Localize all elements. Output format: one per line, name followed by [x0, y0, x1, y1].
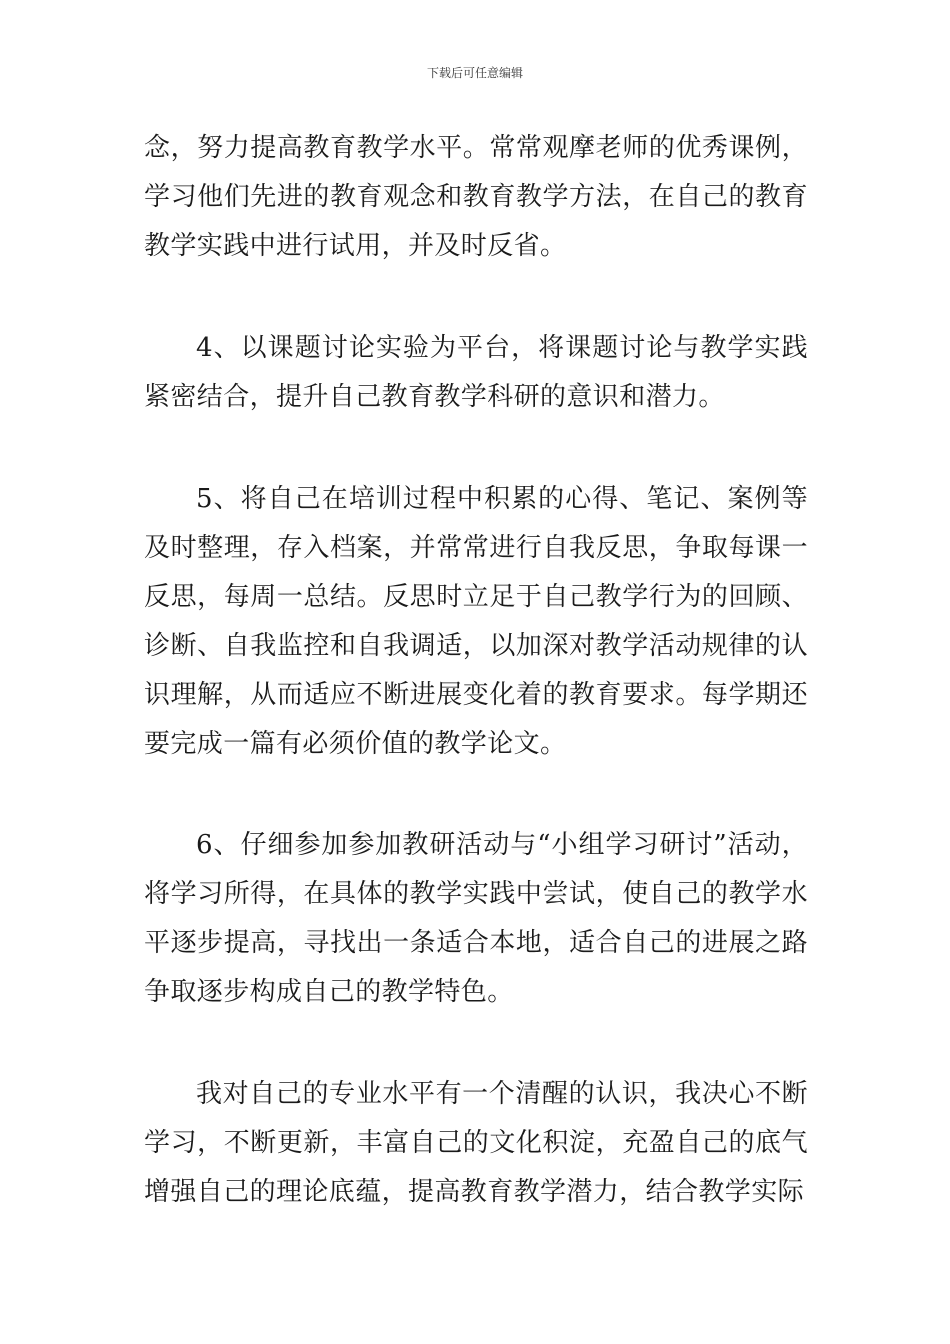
page-header: 下载后可任意编辑 [426, 66, 523, 80]
paragraph-item-6 [144, 821, 808, 1017]
paragraph-text: 4、以课题讨论实验为平台，将课题讨论与教学实践紧密结合，提升自己教育教学科研的意识和潜力。 [144, 333, 808, 412]
paragraph-text: 5、将自己在培训过程中积累的心得、笔记、案例等及时整理，存入档案，并常常进行自我反思，争取每课一反思，每周一总结。反思时立足于自己教学行为的回顾、诊断、自我监控和自我调适，以加深对教学活动规律的认识理解，从而适应不断进展变化着的教育要求。每学期还要完成一篇有必须价值的教学论文。 [144, 484, 808, 759]
paragraph-conclusion [144, 1070, 808, 1217]
paragraph-item-5 [144, 475, 808, 769]
paragraph-text: 我对自己的专业水平有一个清醒的认识，我决心不断学习，不断更新，丰富自己的文化积淀，充盈自己的底气增强自己的理论底蕴，提高教育教学潜力，结合教学实际 [144, 1079, 808, 1207]
paragraph-item-4 [144, 324, 808, 422]
paragraph-text: 念，努力提高教育教学水平。常常观摩老师的优秀课例，学习他们先进的教育观念和教育教学方法，在自己的教育教学实践中进行试用，并及时反省。 [144, 133, 808, 261]
paragraph-text: 6、仔细参加参加教研活动与“小组学习研讨”活动，将学习所得，在具体的教学实践中尝试，使自己的教学水平逐步提高，寻找出一条适合本地，适合自己的进展之路争取逐步构成自己的教学特色。 [144, 830, 808, 1007]
paragraph-continuation [144, 124, 808, 271]
